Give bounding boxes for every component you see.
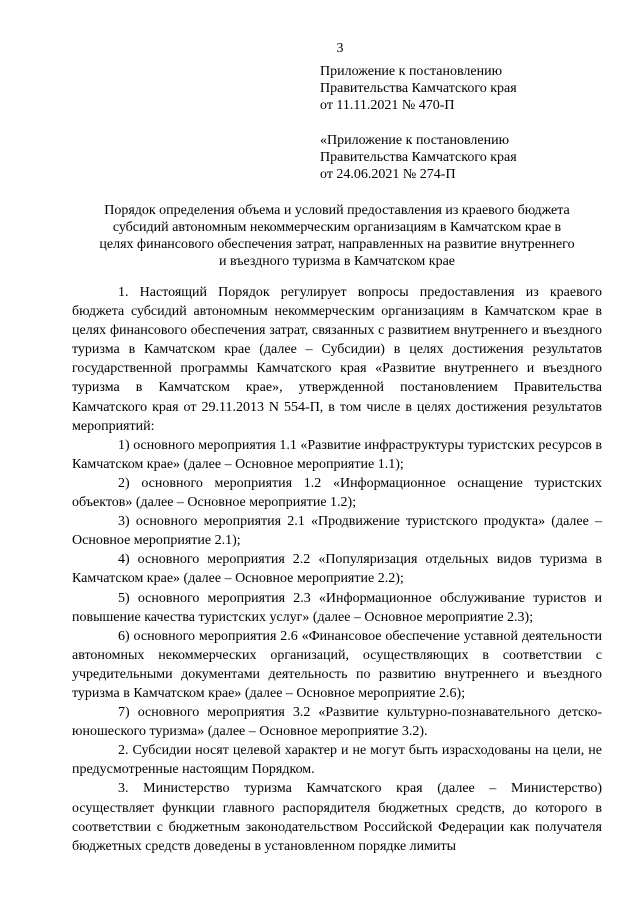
annex-line: от 11.11.2021 № 470-П	[320, 98, 455, 113]
paragraph-item-2: 2) основного мероприятия 1.2 «Информационное оснащение туристских объектов» (далее – Основное мероприятие 1.2);	[72, 475, 602, 511]
document-body	[72, 283, 602, 856]
paragraph-3: 3. Министерство туризма Камчатского края (далее – Министерство) осуществляет функции главного распорядителя бюджетных средств, до которого в соответствии с бюджетным законодательством Российской Федерации как получателя бюджетных средств доведены в установленном порядке лимиты	[72, 781, 602, 854]
paragraph-2: 2. Субсидии носят целевой характер и не могут быть израсходованы на цели, не предусмотренные настоящим Порядком.	[72, 743, 602, 778]
paragraph-item-3: 3) основного мероприятия 2.1 «Продвижение туристского продукта» (далее – Основное мероприятие 2.1);	[72, 514, 602, 549]
document-title	[72, 202, 602, 270]
annex-line: Приложение к постановлению	[320, 64, 503, 79]
annex-header-previous	[320, 132, 517, 183]
paragraph-item-4: 4) основного мероприятия 2.2 «Популяризация отдельных видов туризма в Камчатском крае» (далее – Основное мероприятие 2.2);	[72, 552, 602, 587]
title-line: и въездного туризма в Камчатском крае	[218, 254, 456, 269]
paragraph-item-6: 6) основного мероприятия 2.6 «Финансовое обеспечение уставной деятельности автономных некоммерческих организаций, осуществляющих в соответствии с учредительными документами деятельность по развитию внутреннего и въездного туризма в Камчатском крае» (далее – Основное мероприятие 2.6);	[72, 628, 602, 701]
annex-line: Правительства Камчатского края	[320, 81, 517, 96]
paragraph-item-1: 1) основного мероприятия 1.1 «Развитие инфраструктуры туристских ресурсов в Камчатском крае» (далее – Основное мероприятие 1.1);	[72, 437, 602, 472]
page-number: 3	[336, 41, 344, 56]
paragraph-1: 1. Настоящий Порядок регулирует вопросы предоставления из краевого бюджета субсидий автономным некоммерческим организациям в Камчатском крае в целях финансового обеспечения затрат, связанных с развитием внутреннего и въездного туризма в Камчатском крае (далее – Субсидии) в целях достижения результатов государственной программы Камчатского края «Развитие внутреннего и въездного туризма в Камчатском крае», утвержденной постановлением Правительства Камчатского края от 29.11.2013 N 554-П, в том числе в целях достижения результатов мероприятий:	[72, 285, 602, 434]
paragraph-item-5: 5) основного мероприятия 2.3 «Информационное обслуживание туристов и повышение качества туристских услуг» (далее – Основное мероприятие 2.3);	[72, 590, 602, 625]
title-line: целях финансового обеспечения затрат, направленных на развитие внутреннего	[99, 237, 575, 252]
title-line: Порядок определения объема и условий предоставления из краевого бюджета	[104, 203, 570, 218]
title-line: субсидий автономным некоммерческим организациям в Камчатском крае в	[112, 220, 562, 235]
annex-line: Правительства Камчатского края	[320, 150, 517, 165]
annex-line: «Приложение к постановлению	[320, 133, 510, 148]
annex-line: от 24.06.2021 № 274-П	[320, 167, 456, 182]
annex-header-current	[320, 63, 517, 114]
paragraph-item-7: 7) основного мероприятия 3.2 «Развитие культурно-познавательного детско-юношеского туризма» (далее – Основное мероприятие 3.2).	[72, 705, 602, 740]
